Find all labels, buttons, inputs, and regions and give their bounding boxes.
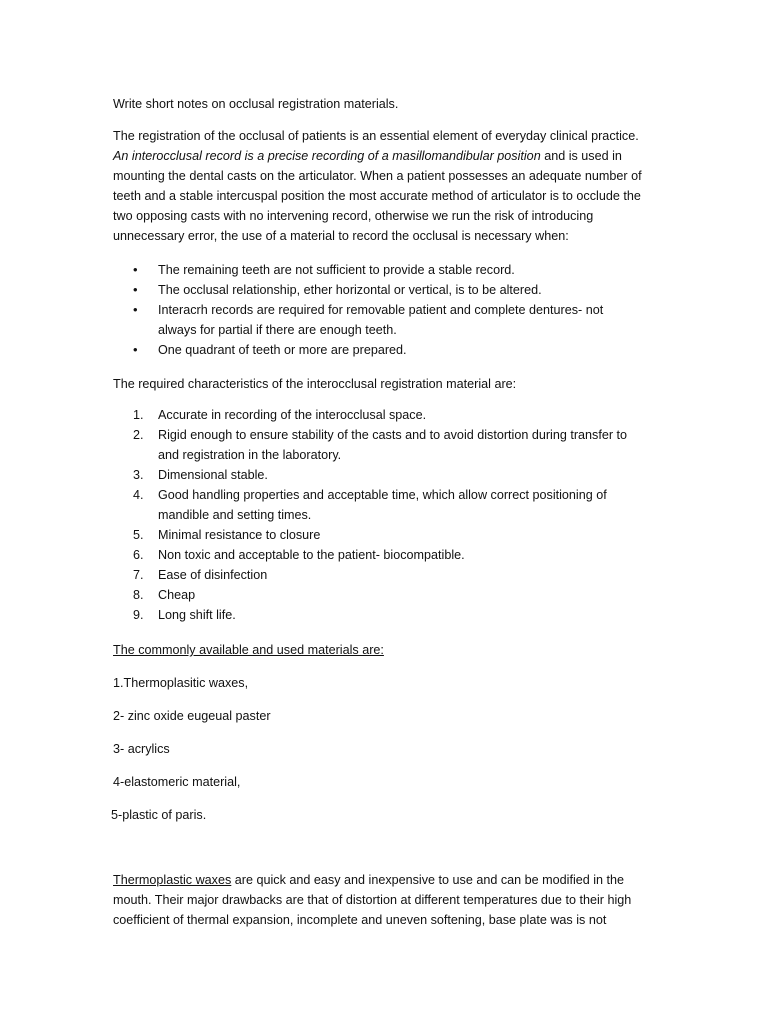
item-text: Rigid enough to ensure stability of the casts and to avoid distortion during transfer to and registration in the laboratory. (158, 428, 628, 462)
list-item (113, 545, 643, 565)
list-item (113, 585, 643, 605)
item-text: Good handling properties and acceptable time, which allow correct positioning of mandible and setting times. (158, 488, 607, 522)
thermoplastic-paragraph (113, 870, 643, 930)
item-text: Minimal resistance to closure (158, 528, 321, 542)
list-item: • The occlusal relationship, ether horizontal or vertical, is to be altered. (113, 280, 643, 300)
material-item: 2- zinc oxide eugeual paster (113, 709, 271, 723)
list-item: • The remaining teeth are not sufficient to provide a stable record. (113, 260, 643, 280)
intro-emphasis: An interocclusal record is a precise recording of a masillomandibular position (113, 149, 541, 163)
item-number: 7. (133, 568, 144, 582)
thermoplastic-term: Thermoplastic waxes (113, 873, 232, 887)
intro-text-start: The registration of the occlusal of patients is an essential element of everyday clinical practice. (113, 129, 639, 143)
item-text: Accurate in recording of the interocclusal space. (158, 408, 427, 422)
item-number: 2. (133, 428, 144, 442)
list-item (113, 465, 643, 485)
intro-text-end: and is used in mounting the dental casts on the articulator. When a patient possesses an adequate number of teeth and a stable intercuspal position the most accurate method of articulator is to occlude the two opposing casts with no intervening record, otherwise we run the risk of introducing unnecessary error, the use of a material to record the occlusal is necessary when: (113, 149, 642, 243)
list-item (113, 525, 643, 545)
page-heading: Write short notes on occlusal registration materials. (113, 97, 399, 111)
item-text: Dimensional stable. (158, 468, 268, 482)
item-number: 5. (133, 528, 144, 542)
item-text: Ease of disinfection (158, 568, 268, 582)
list-item (113, 605, 643, 625)
list-item (113, 565, 643, 585)
requirements-list (113, 405, 643, 625)
material-item: 3- acrylics (113, 742, 170, 756)
list-item (113, 485, 643, 525)
item-number: 9. (133, 608, 144, 622)
item-number: 6. (133, 548, 144, 562)
item-number: 8. (133, 588, 144, 602)
item-text: Non toxic and acceptable to the patient- biocompatible. (158, 548, 465, 562)
item-number: 3. (133, 468, 144, 482)
item-number: 4. (133, 488, 144, 502)
item-text: Long shift life. (158, 608, 236, 622)
list-item (113, 425, 643, 465)
intro-paragraph (113, 126, 643, 246)
thermoplastic-text: are quick and easy and inexpensive to use and can be modified in the mouth. Their major drawbacks are that of distortion at different temperatures due to their high coefficient of thermal expansion, incomplete and uneven softening, base plate was is not (113, 873, 632, 927)
list-item (113, 405, 643, 425)
list-item: • One quadrant of teeth or more are prepared. (113, 340, 643, 360)
item-text: Cheap (158, 588, 196, 602)
list-item: • Interacrh records are required for removable patient and complete dentures- not always for partial if there are enough teeth. (113, 300, 643, 340)
bullet-list (113, 260, 643, 360)
materials-heading: The commonly available and used materials are: (113, 643, 384, 657)
material-item: 1.Thermoplasitic waxes, (113, 676, 249, 690)
material-item: 5-plastic of paris. (111, 808, 207, 822)
requirements-heading: The required characteristics of the interocclusal registration material are: (113, 377, 517, 391)
item-number: 1. (133, 408, 144, 422)
material-item: 4-elastomeric material, (113, 775, 241, 789)
